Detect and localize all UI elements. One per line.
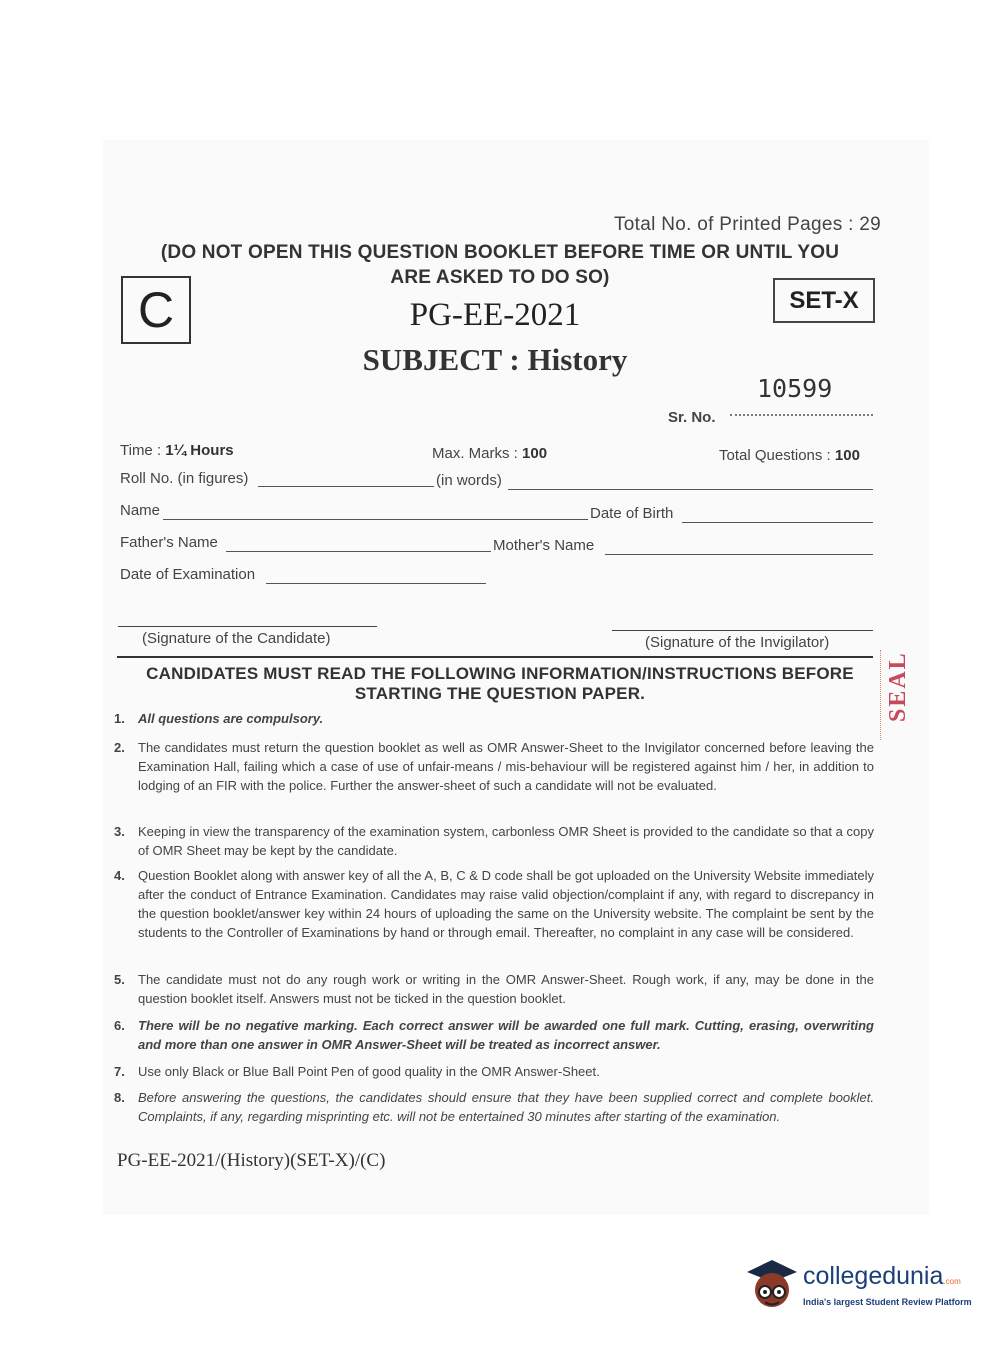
instruction-item — [114, 822, 874, 860]
questions-label: Total Questions : — [719, 447, 835, 464]
mother-name-label: Mother's Name — [493, 537, 595, 554]
instruction-text: Use only Black or Blue Ball Point Pen of good quality in the OMR Answer-Sheet. — [138, 1064, 600, 1079]
set-badge: SET-X — [773, 278, 875, 323]
collegedunia-tagline: India's largest Student Review Platform — [803, 1297, 972, 1307]
marks-field — [432, 445, 547, 462]
instruction-item — [114, 709, 874, 728]
instruction-number: 8. — [114, 1090, 125, 1105]
marks-value: 100 — [522, 445, 548, 462]
exam-title: PG-EE-2021 — [409, 297, 581, 333]
subject-title: SUBJECT : History — [362, 342, 628, 377]
instruction-item — [114, 970, 874, 1008]
exam-date-line[interactable] — [266, 583, 486, 584]
seal-stamp — [880, 650, 929, 740]
father-name-label: Father's Name — [120, 534, 218, 551]
name-label: Name — [120, 502, 161, 519]
footer-code: PG-EE-2021/(History)(SET-X)/(C) — [117, 1150, 386, 1171]
roll-words-label: (in words) — [436, 472, 502, 489]
candidate-signature-label: (Signature of the Candidate) — [142, 630, 331, 647]
time-value: 1¼ Hours — [165, 442, 234, 459]
instruction-number: 1. — [114, 711, 125, 726]
instruction-item — [114, 1088, 874, 1126]
instruction-number: 2. — [114, 740, 125, 755]
time-field — [120, 442, 234, 459]
instruction-number: 4. — [114, 868, 125, 883]
instruction-text: All questions are compulsory. — [138, 711, 324, 726]
questions-value: 100 — [834, 447, 860, 464]
instructions-heading-2: STARTING THE QUESTION PAPER. — [354, 684, 646, 703]
name-line[interactable] — [163, 519, 588, 520]
candidate-signature-line[interactable] — [118, 626, 377, 627]
instruction-text: Question Booklet along with answer key of all the A, B, C & D code shall be got uploaded on the University Website immediately after the conduct of Entrance Examination. Candidates may raise valid objection/complaint if any, with regard to discrepancy in the question booklet/answer key within 24 hours of uploading the same on the University website. The complaint be sent by the students to the Controller of Examinations by hand or through email. Thereafter, no complaint in any case will be considered. — [138, 868, 874, 940]
sr-no-dotted-line — [730, 414, 873, 416]
mother-name-line[interactable] — [605, 554, 873, 555]
instruction-text: There will be no negative marking. Each correct answer will be awarded one full mark. Cutting, erasing, overwriting and more than one answer in OMR Answer-Sheet will be treated as incorrect answer. — [138, 1018, 874, 1052]
instruction-text: Keeping in view the transparency of the examination system, carbonless OMR Sheet is provided to the candidate so that a copy of OMR Sheet may be kept by the candidate. — [138, 824, 874, 858]
exam-date-label: Date of Examination — [120, 566, 256, 583]
warning-line-2: ARE ASKED TO DO SO) — [390, 267, 610, 288]
invigilator-signature-label: (Signature of the Invigilator) — [645, 634, 830, 651]
instruction-number: 5. — [114, 972, 125, 987]
questions-field — [719, 447, 860, 464]
instruction-text: Before answering the questions, the candidates should ensure that they have been supplied correct and complete booklet. Complaints, if any, regarding misprinting etc. will not be entertained 30 minutes after starting of the examination. — [138, 1090, 874, 1124]
instruction-item — [114, 738, 874, 795]
logo-suffix: .com — [943, 1277, 961, 1286]
dob-line[interactable] — [682, 522, 873, 523]
collegedunia-mascot-icon — [743, 1254, 801, 1312]
roll-figures-line[interactable] — [258, 486, 434, 487]
marks-label: Max. Marks : — [432, 445, 523, 462]
invigilator-signature-line[interactable] — [612, 630, 873, 631]
instruction-text: The candidate must not do any rough work or writing in the OMR Answer-Sheet. Rough work, if any, may be done in the question booklet itself. Answers must not be ticked in the question booklet. — [138, 972, 874, 1006]
dob-label: Date of Birth — [590, 505, 674, 522]
collegedunia-logo-name[interactable] — [803, 1262, 961, 1291]
instruction-item — [114, 1016, 874, 1054]
warning-line-1: (DO NOT OPEN THIS QUESTION BOOKLET BEFORE TIME OR UNTIL YOU — [160, 242, 840, 263]
booklet-code: C — [121, 276, 191, 344]
sr-no-label: Sr. No. — [668, 409, 716, 426]
instruction-item — [114, 866, 874, 942]
roll-words-line[interactable] — [508, 489, 873, 490]
instruction-text: The candidates must return the question booklet as well as OMR Answer-Sheet to the Invigilator concerned before leaving the Examination Hall, failing which a case of use of unfair-means / mis-behaviour will be registered against him / her, in addition to lodging of an FIR with the police. Further the answer-sheet of such a candidate will not be evaluated. — [138, 740, 874, 793]
logo-name-text: collegedunia — [803, 1262, 944, 1290]
serial-number: 10599 — [757, 374, 833, 403]
seal-text: SEAL — [885, 651, 911, 722]
instruction-number: 3. — [114, 824, 125, 839]
instruction-item — [114, 1062, 874, 1081]
instruction-number: 7. — [114, 1064, 125, 1079]
roll-figures-label: Roll No. (in figures) — [120, 470, 249, 487]
instruction-number: 6. — [114, 1018, 125, 1033]
printed-pages: Total No. of Printed Pages : 29 — [613, 214, 881, 235]
father-name-line[interactable] — [226, 551, 491, 552]
time-label: Time : — [120, 442, 166, 459]
divider — [117, 656, 873, 658]
instructions-heading-1: CANDIDATES MUST READ THE FOLLOWING INFORMATION/INSTRUCTIONS BEFORE — [146, 664, 854, 683]
